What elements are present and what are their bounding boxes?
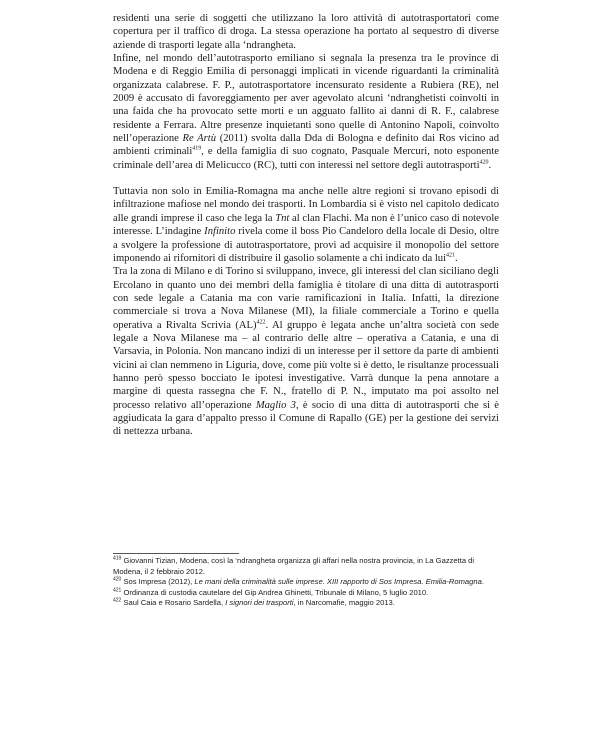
footnotes-section <box>113 553 505 609</box>
footnote-ref: 420 <box>113 576 122 583</box>
footnote-ref: 420 <box>479 159 489 166</box>
text-run: Ordinanza di custodia cautelare del Gip Andrea Ghinetti, Tribunale di Milano, 5 luglio 2010. <box>121 587 429 597</box>
text-run: Giovanni Tizian, Modena, così la ‘ndrangheta organizza gli affari nella nostra provincia, in La Gazzetta di Modena, il 2 febbraio 2012. <box>113 556 475 576</box>
footnote-ref: 421 <box>446 252 456 259</box>
text-run: Tra la zona di Milano e di Torino si sviluppano, invece, gli interessi del clan siciliano degli Ercolano in quanto uno dei membri della famiglia è titolare di una ditta di autotrasporti con sede legale a Catania ma con varie ramificazioni in Italia. Infatti, la direzione commerciale si trova a Nova Milanese (MI), la filiale commerciale a Torino e quella operativa a Rivalta Scrivia (AL) <box>113 266 499 331</box>
text-run: (2011) svolta dalla Dda di Bologna e definito dai Ros vicino ad ambienti criminali <box>113 133 500 158</box>
text-run: al clan Flachi. Ma non è l’unico caso di notevole interesse. L’indagine <box>113 212 499 238</box>
italic-text: Infinito <box>204 226 236 238</box>
text-run: . <box>488 159 492 171</box>
text-run: Tuttavia non solo in Emilia-Romagna ma anche nelle altre regioni si trovano episodi di infiltrazione mafiose nel mondo dei trasporti. In Lombardia si è visto nel capitolo dedicato alle grandi imprese il caso che lega la <box>113 186 499 224</box>
footnote-list <box>113 556 505 609</box>
italic-text: Maglio 3 <box>255 399 296 411</box>
text-run: Saul Caia e Rosario Sardella, <box>121 598 226 608</box>
footnote-separator <box>113 553 239 554</box>
text-run: , è socio di una ditta di autotrasporti che si è aggiudicata la gara d’appalto presso il Comune di Rapallo (GE) per la gestione dei servizi di nettezza urbana. <box>113 399 499 438</box>
paragraph-gap <box>113 172 499 185</box>
footnote <box>113 598 505 609</box>
text-run: , e della famiglia di suo cognato, Pasquale Mercuri, noto esponente criminale dell’area di Melicucco (RC), tutti con interessi nel settore degli autotrasporti <box>113 146 499 171</box>
footnote-ref: 419 <box>113 555 122 562</box>
italic-text: I signori dei trasporti <box>225 598 294 608</box>
footnote-ref: 422 <box>113 597 122 604</box>
text-run: . <box>481 577 484 587</box>
text-run: , in Narcomafie, maggio 2013. <box>293 598 395 608</box>
footnote-ref: 421 <box>113 587 122 594</box>
paragraph <box>113 12 499 52</box>
paragraph <box>113 185 499 265</box>
italic-text: Re Artù <box>182 133 217 145</box>
text-run: . Al gruppo è legata anche un’altra società con sede legale a Nova Milanese ma – al contrario delle altre – operativa a Catania, e una di Varsavia, in Polonia. Non mancano indizi di un interesse per il settore da parte di ambienti vicini ai clan nemmeno in Liguria, dove, come più volte si è detto, le risultanze processuali hanno però spesso bocciato le ipotesi investigative. Varrà dunque la pena annotare a margine di questa rassegna che F. N., fratello di P. N., imputato ma poi assolto nel processo relativo all’operazione <box>113 319 499 411</box>
italic-text: Le mani della criminalità sulle imprese. XIII rapporto di Sos Impresa. Emilia-Romagna <box>194 577 482 587</box>
text-run: Infine, nel mondo dell’autotrasporto emiliano si segnala la presenza tra le province di Modena e di Reggio Emilia di personaggi implicati in vicende riguardanti la criminalità organizzata calabrese. F. P., autotrasportatore incensurato residente a Rubiera (RE), nel 2009 è accusato di favoreggiamento per aver agevolato alcuni ‘ndranghetisti coinvolti in una faida che ha provocato sette morti e un agguato fallito ai danni di R. F., calabrese residente a Ferrara. Altre presenze inquietanti sono quelle di Antonino Napoli, coinvolto nell’operazione <box>113 53 499 145</box>
paragraph <box>113 52 499 172</box>
document-page <box>113 12 499 439</box>
text-run: residenti una serie di soggetti che utilizzano la loro attività di autotrasportatori come copertura per il traffico di droga. La stessa operazione ha portato al sequestro di diverse aziende di trasporti legate alla ‘ndrangheta. <box>113 13 499 51</box>
footnote <box>113 577 505 588</box>
body-text <box>113 12 499 439</box>
footnote <box>113 556 505 577</box>
text-run: rivela come il boss Pio Candeloro della locale di Desio, oltre a svolgere la professione di autotrasportatore, provi ad acquisire il monopolio del settore imponendo ai rifornitori di distribuire il gasolio solamente a chi indicato da lui <box>113 226 500 264</box>
footnote-ref: 419 <box>192 145 202 152</box>
paragraph <box>113 265 499 438</box>
footnote-ref: 422 <box>256 319 266 326</box>
footnote <box>113 588 505 599</box>
text-run: Sos Impresa (2012), <box>121 577 195 587</box>
text-run: . <box>455 252 458 264</box>
italic-text: Tnt <box>275 212 290 224</box>
